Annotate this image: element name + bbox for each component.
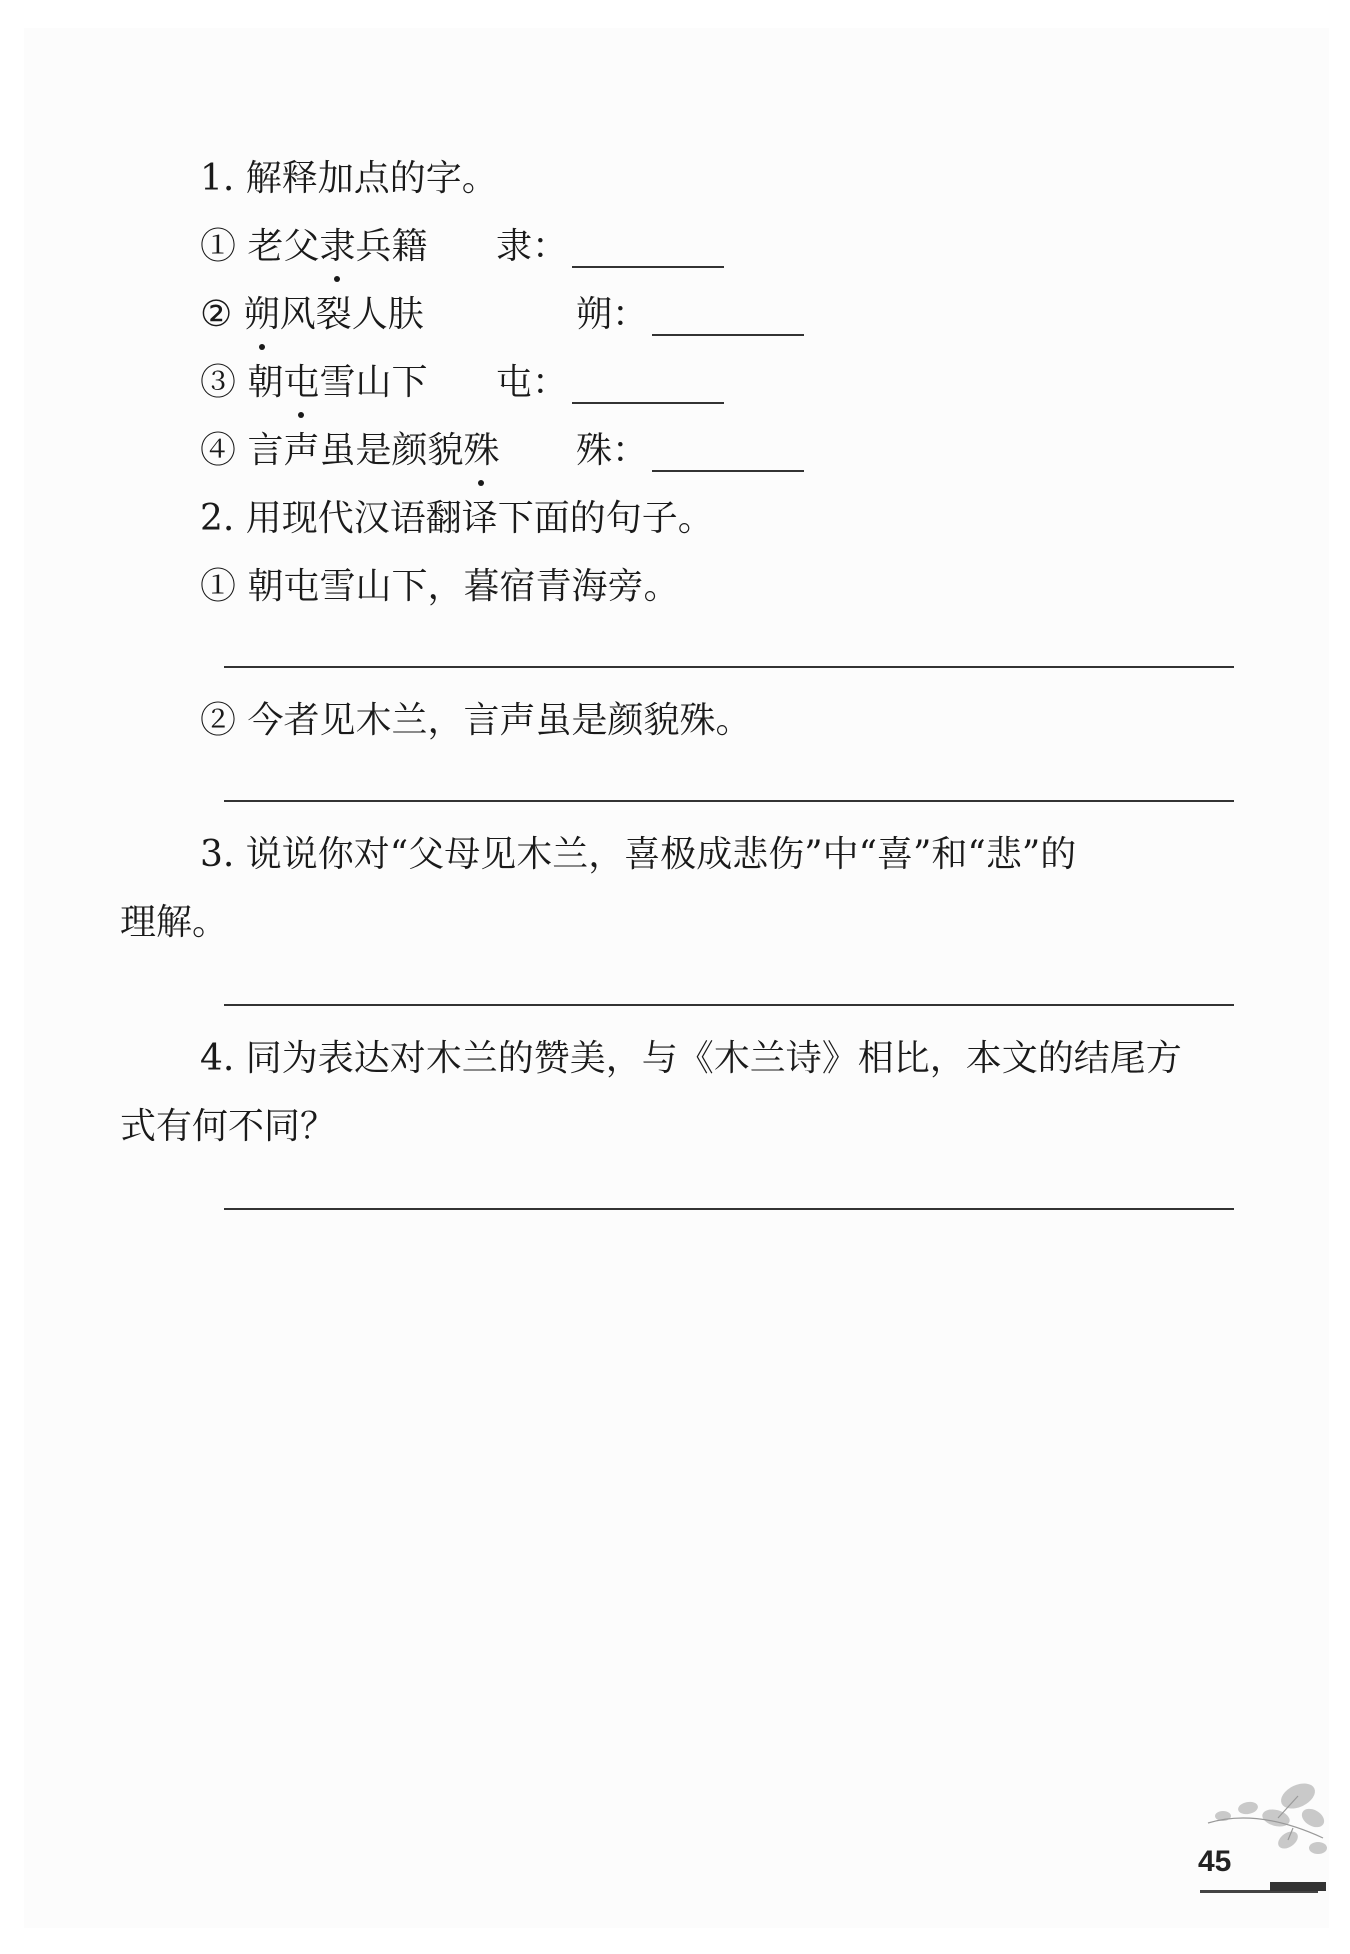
page-number: 45 [1198,1845,1232,1878]
answer-blank[interactable] [572,266,724,268]
dotted-char: 朔 [244,290,280,340]
dotted-char: 屯 [283,358,319,408]
answer-line[interactable] [224,666,1234,668]
answer-blank[interactable] [652,334,804,336]
answer-line[interactable] [224,1208,1234,1210]
answer-blank[interactable] [652,470,804,472]
answer-blank[interactable] [572,402,724,404]
dotted-char: 隶 [319,222,355,272]
answer-line[interactable] [224,1004,1234,1006]
worksheet-page: 1. 解释加点的字。 ① 老父隶兵籍 隶： ② 朔风裂人肤 朔： ③ 朝屯雪山下 屯： ④ 言声虽是颜貌殊 殊： 2. 用现代汉语翻译下面的句子。 ① 朝屯雪山下，暮宿青海旁。 ② 今者见木兰，言声虽是颜貌殊。 3. 说说你对“父母见木兰，喜极成悲伤”中“喜”和“悲”的 理解。 4. 同为表达对木兰的赞美，与《木兰诗》相比，本文的结尾方 式有何不同？ [24,28,1329,1928]
page-number-bar [1270,1882,1326,1891]
dotted-char: 殊 [463,426,499,476]
answer-line[interactable] [224,800,1234,802]
